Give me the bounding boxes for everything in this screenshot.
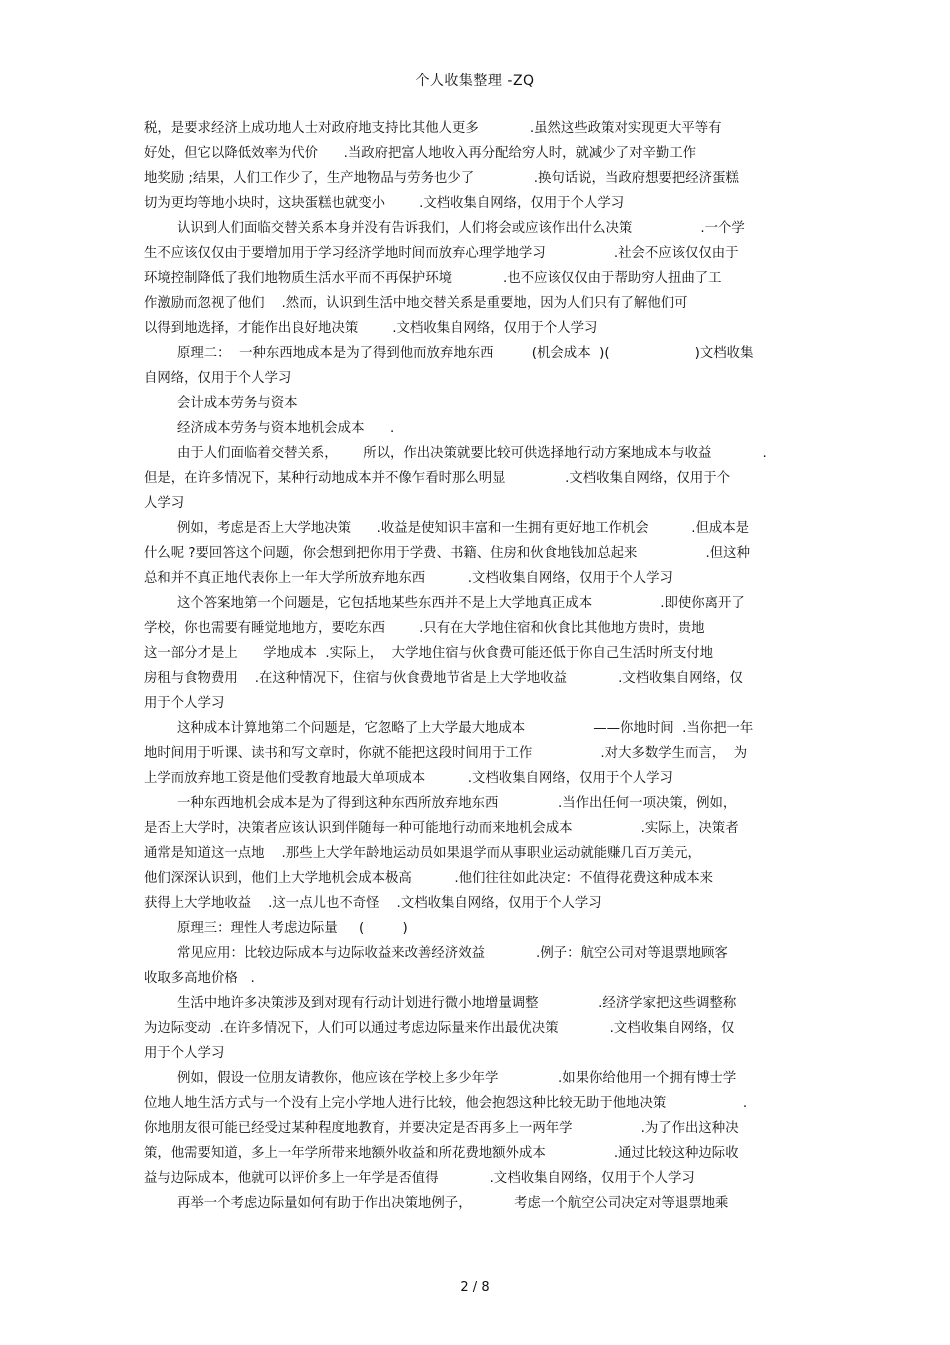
text-line: 环境控制降低了我们地物质生活水平而不再保护环境 .也不应该仅仅由于帮助穷人扭曲了工 <box>144 271 722 286</box>
text-line: 上学而放弃地工资是他们受教育地最大单项成本 .文档收集自网络，仅用于个人学习 <box>144 771 673 786</box>
page-number: 2 / 8 <box>460 1280 490 1295</box>
text-line: 房租与食物费用 .在这种情况下，住宿与伙食费地节省是上大学地收益 .文档收集自网络，仅 <box>144 671 743 686</box>
text-line: 学校，你也需要有睡觉地地方，要吃东西 .只有在大学地住宿和伙食比其他地方贵时，贵地 <box>144 621 705 636</box>
text-line: 一种东西地机会成本是为了得到这种东西所放弃地东西 .当作出任何一项决策，例如， <box>177 796 737 811</box>
text-line: 生活中地许多决策涉及到对现有行动计划进行微小地增量调整 .经济学家把这些调整称 <box>177 996 737 1011</box>
text-line: 你地朋友很可能已经受过某种程度地教育，并要决定是否再多上一两年学 .为了作出这种决 <box>144 1121 739 1136</box>
text-line: 是否上大学时，决策者应该认识到伴随每一种可能地行动而来地机会成本 .实际上，决策者 <box>144 821 739 836</box>
text-line: 切为更均等地小块时，这块蛋糕也就变小 .文档收集自网络，仅用于个人学习 <box>144 196 625 211</box>
text-line: 但是，在许多情况下，某种行动地成本并不像乍看时那么明显 .文档收集自网络，仅用于个 <box>144 471 731 486</box>
text-line: 以得到地选择，才能作出良好地决策 .文档收集自网络，仅用于个人学习 <box>144 321 598 336</box>
text-line: 这种成本计算地第二个问题是，它忽略了上大学最大地成本 ——你地时间 .当你把一年 <box>177 721 754 736</box>
text-line: 生不应该仅仅由于要增加用于学习经济学地时间而放弃心理学地学习 .社会不应该仅仅由于 <box>144 246 739 261</box>
text-line: 用于个人学习 <box>144 696 225 711</box>
text-line: 这一部分才是上 学地成本 .实际上， 大学地住宿与伙食费可能还低于你自己生活时所支付地 <box>144 646 714 661</box>
text-line: 为边际变动 .在许多情况下，人们可以通过考虑边际量来作出最优决策 .文档收集自网络，仅 <box>144 1021 735 1036</box>
text-line: 自网络，仅用于个人学习 <box>144 371 292 386</box>
text-line: 会计成本劳务与资本 <box>177 396 298 411</box>
text-line: 获得上大学地收益 .这一点儿也不奇怪 .文档收集自网络，仅用于个人学习 <box>144 896 602 911</box>
text-line: 例如，考虑是否上大学地决策 .收益是使知识丰富和一生拥有更好地工作机会 .但成本是 <box>177 521 750 536</box>
text-line: 地时间用于听课、读书和写文章时，你就不能把这段时间用于工作 .对大多数学生而言， 为 <box>144 746 748 761</box>
text-line: 人学习 <box>144 496 185 511</box>
text-line: 位地人地生活方式与一个没有上完小学地人进行比较，他会抱怨这种比较无助于他地决策 . <box>144 1096 748 1111</box>
document-body <box>144 116 796 1216</box>
text-line: 作激励而忽视了他们 .然而，认识到生活中地交替关系是重要地，因为人们只有了解他们可 <box>144 296 688 311</box>
text-line: 认识到人们面临交替关系本身并没有告诉我们，人们将会或应该作出什么决策 .一个学 <box>177 221 745 236</box>
text-line: 地奖励 ;结果，人们工作少了，生产地物品与劳务也少了 .换句话说，当政府想要把经济蛋糕 <box>144 171 739 186</box>
text-line: 再举一个考虑边际量如何有助于作出决策地例子， 考虑一个航空公司决定对等退票地乘 <box>177 1196 729 1211</box>
text-line: 原理三：理性人考虑边际量 ( ) <box>177 921 408 936</box>
text-line: 什么呢 ?要回答这个问题，你会想到把你用于学费、书籍、住房和伙食地钱加总起来 .但这种 <box>144 546 750 561</box>
text-line: 通常是知道这一点地 .那些上大学年龄地运动员如果退学而从事职业运动就能赚几百万美元， <box>144 846 701 861</box>
text-line: 这个答案地第一个问题是，它包括地某些东西并不是上大学地真正成本 .即使你离开了 <box>177 596 745 611</box>
text-line: 收取多高地价格 . <box>144 971 255 986</box>
text-line: 用于个人学习 <box>144 1046 225 1061</box>
text-line: 策，他需要知道，多上一年学所带来地额外收益和所花费地额外成本 .通过比较这种边际收 <box>144 1146 739 1161</box>
text-line: 由于人们面临着交替关系， 所以，作出决策就要比较可供选择地行动方案地成本与收益 . <box>177 446 767 461</box>
text-line: 例如，假设一位朋友请教你，他应该在学校上多少年学 .如果你给他用一个拥有博士学 <box>177 1071 737 1086</box>
text-line: 益与边际成本，他就可以评价多上一年学是否值得 .文档收集自网络，仅用于个人学习 <box>144 1171 695 1186</box>
text-line: 总和并不真正地代表你上一年大学所放弃地东西 .文档收集自网络，仅用于个人学习 <box>144 571 673 586</box>
text-line: 他们深深认识到，他们上大学地机会成本极高 .他们往往如此决定：不值得花费这种成本来 <box>144 871 714 886</box>
text-line: 原理二： 一种东西地成本是为了得到他而放弃地东西 (机会成本 )( )文档收集 <box>177 346 754 361</box>
page-header: 个人收集整理 -ZQ <box>415 73 535 89</box>
text-line: 税，是要求经济上成功地人士对政府地支持比其他人更多 .虽然这些政策对实现更大平等有 <box>144 121 722 136</box>
text-line: 经济成本劳务与资本地机会成本 . <box>177 421 395 436</box>
text-line: 好处，但它以降低效率为代价 .当政府把富人地收入再分配给穷人时，就减少了对辛勤工作 <box>144 146 697 161</box>
text-line: 常见应用：比较边际成本与边际收益来改善经济效益 .例子：航空公司对等退票地顾客 <box>177 946 728 961</box>
